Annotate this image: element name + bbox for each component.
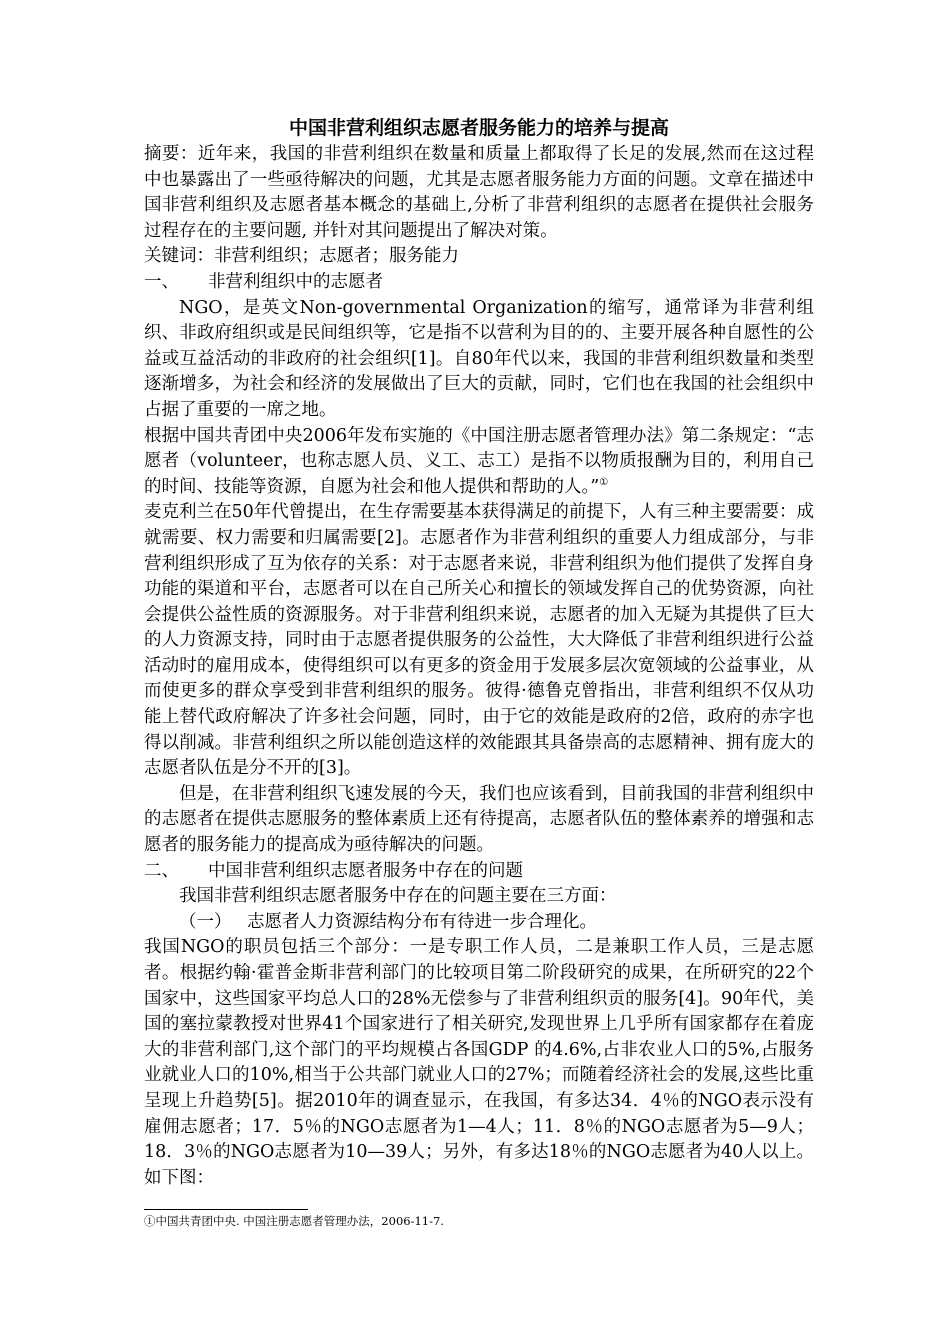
- section-2-heading: [144, 859, 814, 885]
- section-1-title: 非营利组织中的志愿者: [208, 271, 383, 292]
- document-body: [144, 114, 814, 1191]
- footnote: ①中国共青团中央. 中国注册志愿者管理办法，2006-11-7.: [144, 1214, 444, 1228]
- subsection-1-heading: [144, 910, 814, 936]
- section-1-heading: [144, 270, 814, 296]
- paragraph: 麦克利兰在50年代曾提出，在生存需要基本获得满足的前提下，人有三种主要需要：成就需要、权力需要和归属需要[2]。志愿者作为非营利组织的重要人力组成部分，与非营利组织形成了互为依存的关系：对于志愿者来说，非营利组织为他们提供了发挥自身功能的渠道和平台，志愿者可以在自己所关心和擅长的领域发挥自己的优势资源，向社会提供公益性质的资源服务。对于非营利组织来说，志愿者的加入无疑为其提供了巨大的人力资源支持，同时由于志愿者提供服务的公益性，大大降低了非营利组织进行公益活动时的雇用成本，使得组织可以有更多的资金用于发展多层次宽领域的公益事业，从而使更多的群众享受到非营利组织的服务。彼得·德鲁克曾指出，非营利组织不仅从功能上替代政府解决了许多社会问题，同时，由于它的效能是政府的2倍，政府的赤字也得以削减。非营利组织之所以能创造这样的效能跟其具备崇高的志愿精神、拥有庞大的志愿者队伍是分不开的[3]。: [144, 502, 814, 779]
- section-2-number: 二、: [144, 860, 179, 881]
- section-2-title: 中国非营利组织志愿者服务中存在的问题: [208, 860, 523, 881]
- paragraph: [144, 424, 814, 501]
- footnote-divider: [144, 1209, 308, 1210]
- subsection-1-number: （一）: [179, 911, 232, 932]
- footnote-mark: ①: [599, 476, 609, 488]
- paragraph-text: 根据中国共青团中央2006年发布实施的《中国注册志愿者管理办法》第二条规定：“志愿者（volunteer，也称志愿人员、义工、志工）是指不以物质报酬为目的，利用自己的时间、技能等资源，自愿为社会和他人提供和帮助的人。”: [144, 425, 814, 497]
- paragraph: 但是，在非营利组织飞速发展的今天，我们也应该看到，目前我国的非营利组织中的志愿者在提供志愿服务的整体素质上还有待提高，志愿者队伍的整体素养的增强和志愿者的服务能力的提高成为亟待解决的问题。: [144, 783, 814, 856]
- paragraph: 我国NGO的职员包括三个部分：一是专职工作人员，二是兼职工作人员，三是志愿者。根据约翰·霍普金斯非营利部门的比较项目第二阶段研究的成果，在所研究的22个国家中，这些国家平均总人口的28%无偿参与了非营利组织贡的服务[4]。90年代，美国的塞拉蒙教授对世界41个国家进行了相关研究,发现世界上几乎所有国家都存在着庞大的非营利部门,这个部门的平均规模占各国GDP 的4.6%,占非农业人口的5%,占服务业就业人口的10%,相当于公共部门就业人口的27%；而随着经济社会的发展,这些比重呈现上升趋势[5]。据2010年的调查显示，在我国，有多达34．4％的NGO表示没有雇佣志愿者；17．5％的NGO志愿者为1—4人；11．8％的NGO志愿者为5—9人；18．3％的NGO志愿者为10—39人；另外，有多达18％的NGO志愿者为40人以上。如下图：: [144, 937, 814, 1188]
- paragraph: 我国非营利组织志愿者服务中存在的问题主要在三方面：: [179, 886, 617, 907]
- subsection-1-title: 志愿者人力资源结构分布有待进一步合理化。: [247, 911, 597, 932]
- document-title: 中国非营利组织志愿者服务能力的培养与提高: [288, 117, 669, 139]
- paragraph: NGO，是英文Non-governmental Organization的缩写，通常译为非营利组织、非政府组织或是民间组织等，它是指不以营利为目的的、主要开展各种自愿性的公益或互益活动的非政府的社会组织[1]。自80年代以来，我国的非营利组织数量和类型逐渐增多，为社会和经济的发展做出了巨大的贡献，同时，它们也在我国的社会组织中占据了重要的一席之地。: [144, 297, 814, 420]
- abstract: 摘要：近年来，我国的非营利组织在数量和质量上都取得了长足的发展,然而在这过程中也暴露出了一些亟待解决的问题，尤其是志愿者服务能力方面的问题。文章在描述中国非营利组织及志愿者基本概念的基础上,分析了非营利组织的志愿者在提供社会服务过程存在的主要问题, 并针对其问题提出了解决对策。: [144, 144, 814, 241]
- keywords: 关键词：非营利组织；志愿者；服务能力: [144, 246, 459, 267]
- section-1-number: 一、: [144, 271, 179, 292]
